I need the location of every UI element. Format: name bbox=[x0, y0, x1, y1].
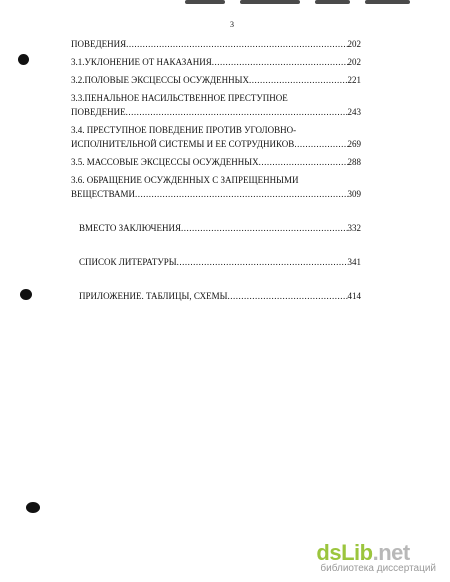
toc-entry bbox=[71, 222, 361, 234]
toc-leader-dots bbox=[212, 56, 348, 68]
scan-hole-mark bbox=[20, 289, 32, 300]
table-of-contents bbox=[71, 38, 361, 308]
toc-leader-dots bbox=[126, 106, 348, 118]
toc-entry-page: 414 bbox=[347, 291, 361, 301]
toc-entry-title: СПИСОК ЛИТЕРАТУРЫ bbox=[79, 257, 177, 267]
toc-entry-title: 3.1.УКЛОНЕНИЕ ОТ НАКАЗАНИЯ bbox=[71, 57, 212, 67]
toc-entry-line1 bbox=[71, 124, 361, 136]
toc-entry bbox=[71, 138, 361, 150]
scan-hole-mark bbox=[26, 502, 40, 513]
toc-entry bbox=[71, 188, 361, 200]
toc-entry bbox=[71, 256, 361, 268]
toc-entry-page: 288 bbox=[347, 157, 361, 167]
toc-entry-line1 bbox=[71, 92, 361, 104]
toc-entry-page: 269 bbox=[347, 139, 361, 149]
dslib-logo: dsLib.net bbox=[316, 540, 410, 565]
toc-entry-title-cont: ВЕЩЕСТВАМИ bbox=[71, 189, 136, 199]
toc-entry-title: 3.2.ПОЛОВЫЕ ЭКСЦЕССЫ ОСУЖДЕННЫХ bbox=[71, 75, 249, 85]
toc-entry-page: 309 bbox=[347, 189, 361, 199]
toc-entry bbox=[71, 38, 361, 50]
toc-entry bbox=[71, 290, 361, 302]
toc-leader-dots bbox=[228, 290, 348, 302]
toc-entry-title: 3.6. ОБРАЩЕНИЕ ОСУЖДЕННЫХ С ЗАПРЕЩЕННЫМИ bbox=[71, 175, 299, 185]
toc-entry-page: 202 bbox=[347, 39, 361, 49]
toc-leader-dots bbox=[126, 38, 347, 50]
toc-entry-title-cont: ИСПОЛНИТЕЛЬНОЙ СИСТЕМЫ И ЕЕ СОТРУДНИКОВ bbox=[71, 139, 295, 149]
toc-entry bbox=[71, 56, 361, 68]
toc-entry-title: 3.4. ПРЕСТУПНОЕ ПОВЕДЕНИЕ ПРОТИВ УГОЛОВНО- bbox=[71, 125, 297, 135]
toc-entry-title: ВМЕСТО ЗАКЛЮЧЕНИЯ bbox=[79, 223, 182, 233]
toc-leader-dots bbox=[294, 138, 347, 150]
toc-entry-page: 202 bbox=[347, 57, 361, 67]
toc-entry-title: 3.5. МАССОВЫЕ ЭКСЦЕССЫ ОСУЖДЕННЫХ bbox=[71, 157, 259, 167]
toc-entry bbox=[71, 156, 361, 168]
toc-leader-dots bbox=[135, 188, 347, 200]
watermark-subtitle: библиотека диссертаций bbox=[320, 563, 436, 574]
toc-entry-line1 bbox=[71, 174, 361, 186]
toc-entry-page: 243 bbox=[347, 107, 361, 117]
scan-hole-mark bbox=[18, 54, 29, 65]
toc-entry-page: 332 bbox=[347, 223, 361, 233]
toc-leader-dots bbox=[249, 74, 348, 86]
dslib-watermark bbox=[316, 541, 436, 574]
toc-entry-title: 3.3.ПЕНАЛЬНОЕ НАСИЛЬСТВЕННОЕ ПРЕСТУПНОЕ bbox=[71, 93, 288, 103]
toc-entry-page: 221 bbox=[347, 75, 361, 85]
toc-entry bbox=[71, 74, 361, 86]
toc-entry-title: ПОВЕДЕНИЯ bbox=[71, 39, 127, 49]
page-number: 3 bbox=[230, 20, 234, 29]
toc-leader-dots bbox=[259, 156, 348, 168]
toc-entry-title: ПРИЛОЖЕНИЕ. ТАБЛИЦЫ, СХЕМЫ bbox=[79, 291, 228, 301]
toc-leader-dots bbox=[181, 222, 347, 234]
toc-entry bbox=[71, 106, 361, 118]
toc-leader-dots bbox=[177, 256, 348, 268]
toc-entry-title-cont: ПОВЕДЕНИЕ bbox=[71, 107, 126, 117]
toc-entry-page: 341 bbox=[347, 257, 361, 267]
scan-top-smudge bbox=[185, 0, 415, 5]
